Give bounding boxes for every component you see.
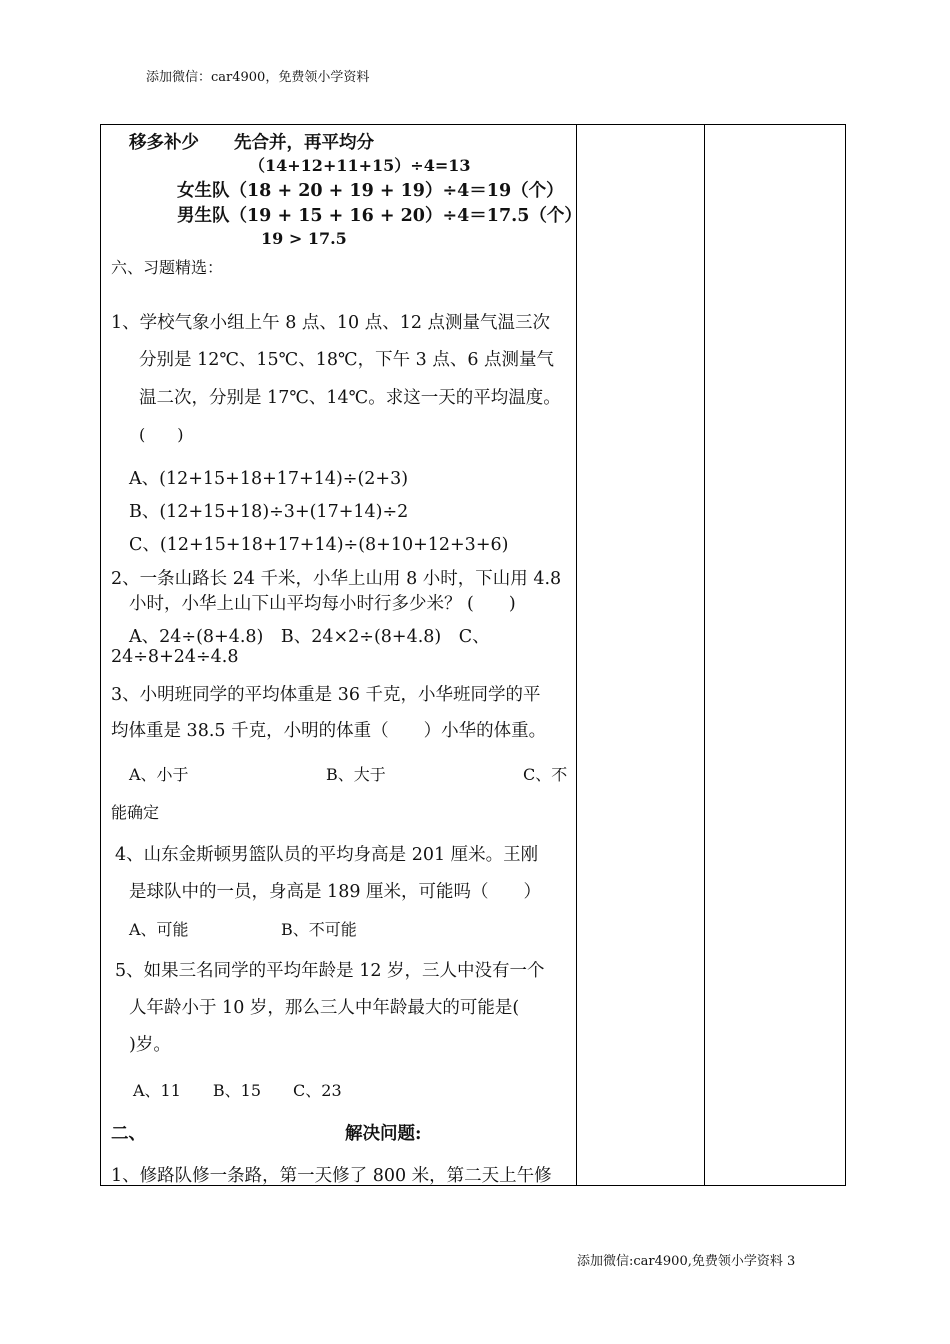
q1-line: 1、学校气象小组上午 8 点、10 点、12 点测量气温三次 <box>111 313 551 333</box>
q3-line: 均体重是 38.5 千克，小明的体重（ ）小华的体重。 <box>111 721 547 741</box>
q3-option-c-cont: 能确定 <box>111 803 160 822</box>
p1-line: 1、修路队修一条路，第一天修了 800 米，第二天上午修 <box>111 1166 552 1186</box>
footer-note: 添加微信:car4900,免费领小学资料 3 <box>577 1254 796 1269</box>
q5-options: A、11 B、15 C、23 <box>133 1081 342 1100</box>
column-divider <box>704 125 705 1185</box>
q3-option-b: B、大于 <box>326 765 386 784</box>
q5-line: 5、如果三名同学的平均年龄是 12 岁，三人中没有一个 <box>115 961 545 981</box>
q1-option-a: A、(12+15+18+17+14)÷(2+3) <box>129 469 409 489</box>
section-two-number: 二、 <box>111 1124 146 1144</box>
q4-option-b: B、不可能 <box>281 920 357 939</box>
column-divider <box>576 125 577 1185</box>
q5-line: )岁。 <box>129 1035 171 1055</box>
q1-option-c: C、(12+15+18+17+14)÷(8+10+12+3+6) <box>129 535 509 555</box>
lesson-table <box>100 124 846 1186</box>
q2-line: 小时，小华上山下山平均每小时行多少米？ ( ) <box>129 594 516 614</box>
q1-option-b: B、(12+15+18)÷3+(17+14)÷2 <box>129 502 409 522</box>
q2-options: A、24÷(8+4.8) B、24×2÷(8+4.8) C、 <box>129 627 490 647</box>
q4-option-a: A、可能 <box>129 920 189 939</box>
q2-line: 2、一条山路长 24 千米，小华上山用 8 小时，下山用 4.8 <box>111 569 562 589</box>
q3-line: 3、小明班同学的平均体重是 36 千克，小华班同学的平 <box>111 685 541 705</box>
header-note: 添加微信：car4900，免费领小学资料 <box>146 70 370 85</box>
q3-option-c: C、不 <box>523 765 568 784</box>
formula-line: （14+12+11+15）÷4=13 <box>249 156 471 175</box>
section-six-heading: 六、习题精选： <box>111 258 224 277</box>
content-cell <box>101 125 582 1186</box>
compare-line: 19 > 17.5 <box>261 229 347 248</box>
q5-line: 人年龄小于 10 岁，那么三人中年龄最大的可能是( <box>129 998 520 1018</box>
q1-blank: ( ) <box>139 425 184 444</box>
method-line: 移多补少 先合并，再平均分 <box>129 133 374 153</box>
section-two-title: 解决问题: <box>345 1124 422 1144</box>
boys-line: 男生队（19 + 15 + 16 + 20）÷4＝17.5（个） <box>177 206 582 226</box>
q3-option-a: A、小于 <box>129 765 189 784</box>
q1-line: 温二次，分别是 17℃、14℃。求这一天的平均温度。 <box>139 388 561 408</box>
q1-line: 分别是 12℃、15℃、18℃，下午 3 点、6 点测量气 <box>139 350 555 370</box>
q2-options: 24÷8+24÷4.8 <box>111 647 239 667</box>
girls-line: 女生队（18 + 20 + 19 + 19）÷4＝19（个） <box>177 181 564 201</box>
q4-line: 4、山东金斯顿男篮队员的平均身高是 201 厘米。王刚 <box>115 845 539 865</box>
q4-line: 是球队中的一员，身高是 189 厘米，可能吗（ ） <box>129 882 542 902</box>
